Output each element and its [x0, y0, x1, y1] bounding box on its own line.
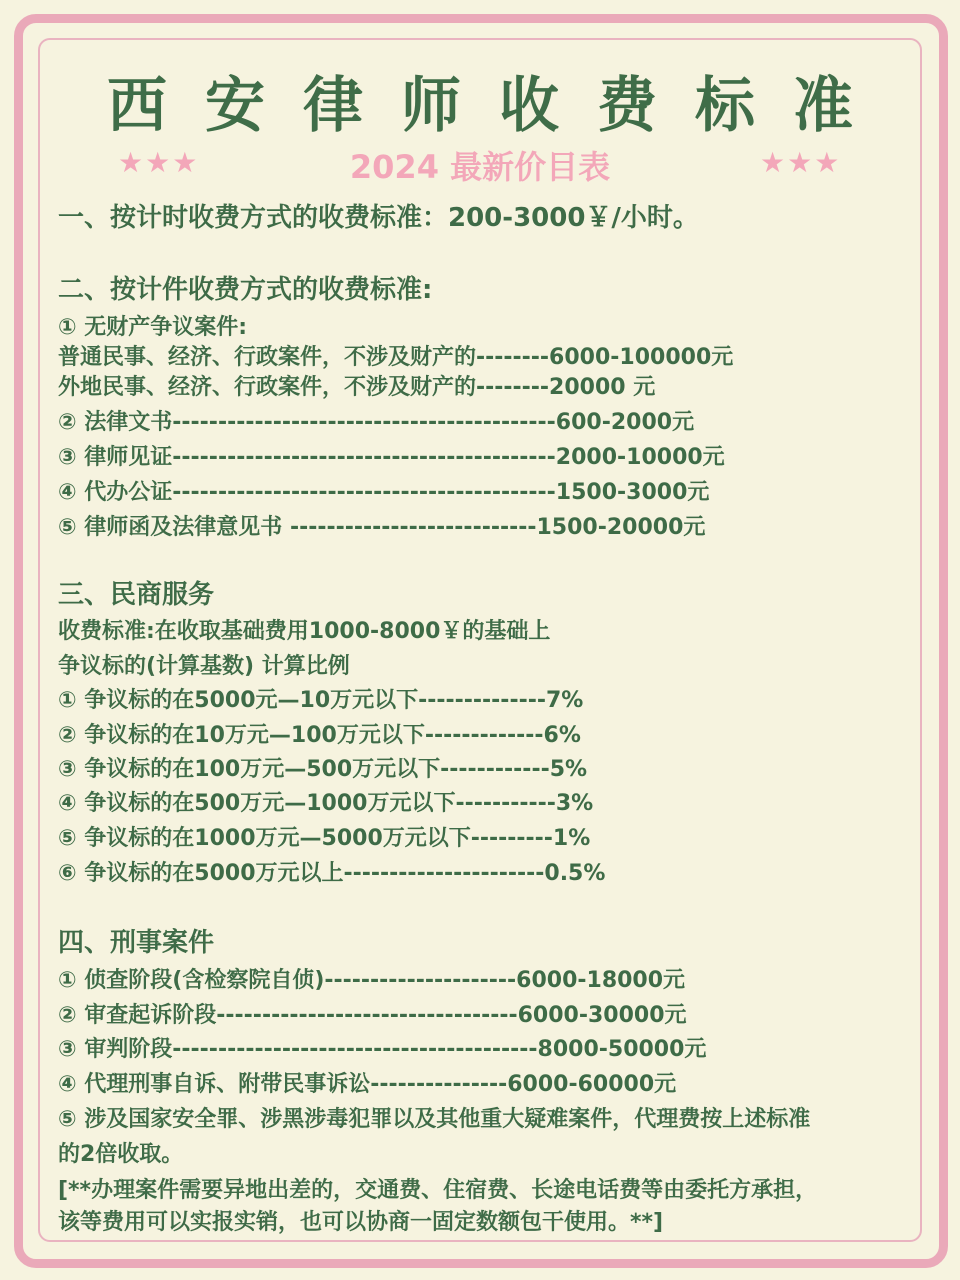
section2-line: ④ 代办公证------------------------------------------1500-3000元	[58, 480, 710, 505]
section4-heading: 四、刑事案件	[58, 928, 215, 958]
section2-heading: 二、按计件收费方式的收费标准:	[58, 275, 433, 305]
section2-line: 外地民事、经济、行政案件，不涉及财产的--------20000 元	[58, 375, 656, 400]
section2-line: ③ 律师见证------------------------------------------2000-10000元	[58, 445, 725, 470]
section3-line: 收费标准:在收取基础费用1000-8000￥的基础上	[58, 619, 551, 644]
section4-line: ③ 审判阶段----------------------------------------8000-50000元	[58, 1037, 707, 1062]
section3-line: ⑥ 争议标的在5000万元以上----------------------0.5%	[58, 861, 606, 886]
footnote-line: 该等费用可以实报实销，也可以协商一固定数额包干使用。**]	[58, 1210, 664, 1235]
section4-line: ⑤ 涉及国家安全罪、涉黑涉毒犯罪以及其他重大疑难案件，代理费按上述标准	[58, 1107, 811, 1132]
section2-line: ⑤ 律师函及法律意见书 ---------------------------1500-20000元	[58, 515, 706, 540]
section4-line: 的2倍收取。	[58, 1142, 184, 1167]
footnote-line: [**办理案件需要异地出差的，交通费、住宿费、长途电话费等由委托方承担，	[58, 1178, 818, 1203]
section2-line: 普通民事、经济、行政案件，不涉及财产的--------6000-100000元	[58, 345, 734, 370]
section3-heading: 三、民商服务	[58, 580, 215, 610]
section3-line: ③ 争议标的在100万元—500万元以下------------5%	[58, 757, 588, 782]
section4-line: ① 侦查阶段(含检察院自侦)---------------------6000-18000元	[58, 968, 686, 993]
section4-line: ② 审查起诉阶段---------------------------------6000-30000元	[58, 1003, 687, 1028]
section2-line: ① 无财产争议案件:	[58, 315, 248, 340]
stars-left: ★★★	[118, 146, 200, 179]
page-title: 西安律师收费标准	[107, 71, 891, 141]
section3-line: ④ 争议标的在500万元—1000万元以下-----------3%	[58, 791, 594, 816]
stars-right: ★★★	[760, 146, 842, 179]
section3-line: ① 争议标的在5000元—10万元以下--------------7%	[58, 688, 584, 713]
section3-line: ② 争议标的在10万元—100万元以下-------------6%	[58, 723, 581, 748]
section4-line: ④ 代理刑事自诉、附带民事诉讼---------------6000-60000元	[58, 1072, 677, 1097]
section1-hourly: 一、按计时收费方式的收费标准：200-3000￥/小时。	[58, 203, 699, 233]
subtitle: 2024 最新价目表	[349, 148, 611, 186]
section3-line: ⑤ 争议标的在1000万元—5000万元以下---------1%	[58, 826, 591, 851]
section2-line: ② 法律文书------------------------------------------600-2000元	[58, 410, 695, 435]
section3-line: 争议标的(计算基数) 计算比例	[58, 654, 350, 679]
